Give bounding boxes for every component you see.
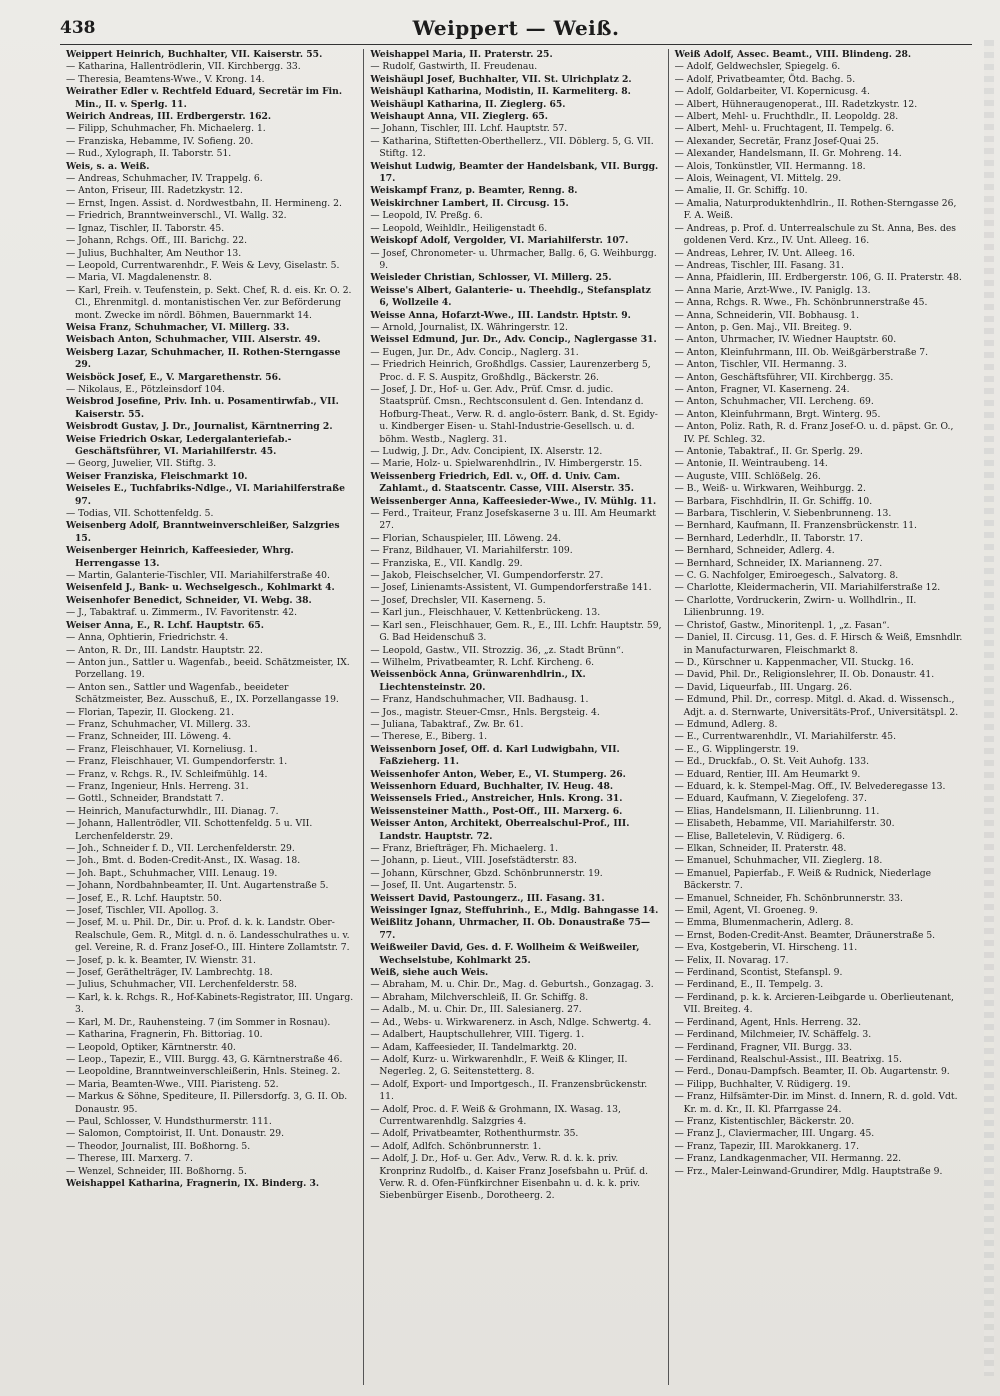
directory-entry: — Georg, Juwelier, VII. Stiftg. 3. (66, 458, 217, 470)
directory-entry: Weisenberger Heinrich, Kaffeesieder, Whrg. Herrengasse 13. (66, 545, 294, 569)
directory-entry: Weiskampf Franz, p. Beamter, Renng. 8. (370, 185, 578, 197)
directory-entry: — Bernhard, Kaufmann, II. Franzensbrückenstr. 11. (674, 520, 917, 532)
directory-entry: — Josef, Chronometer- u. Uhrmacher, Ballg. 6, G. Weihburgg. 9. (370, 247, 657, 271)
directory-entry: — Daniel, II. Circusg. 11, Ges. d. F. Hirsch & Weiß, Emsnhdlr. in Manufacturwaren, Fleischmarkt 8. (674, 632, 963, 656)
directory-entry: — Johann, Tischler, III. Lchf. Hauptstr. 57. (370, 123, 568, 135)
column-1 (60, 49, 363, 1385)
directory-entry: — Josef, Linienamts-Assistent, VI. Gumpendorferstraße 141. (370, 582, 652, 594)
directory-entry: — Anton, Schuhmacher, VII. Lercheng. 69. (674, 396, 874, 408)
directory-entry: — Karl, Freih. v. Teufenstein, p. Sekt. Chef, R. d. eis. Kr. O. 2. Cl., Ehrenmitgl. d. montanistischen Ver. zur Beförderung mont. Zwecke im nördl. Böhmen, Bauernmarkt 14. (66, 284, 352, 321)
directory-entry: Weiser Franziska, Fleischmarkt 10. (66, 470, 248, 482)
directory-entry: — Amalia, Naturproduktenhdlrin., II. Rothen-Sterngasse 26, F. A. Weiß. (674, 197, 957, 222)
directory-entry: — Adolf, Adlfch. Schönbrunnerstr. 1. (370, 1140, 542, 1152)
directory-entry: — Alexander, Secretär, Franz Josef-Quai 25. (674, 135, 879, 147)
directory-entry: — Edmund, Phil. Dr., corresp. Mitgl. d. Akad. d. Wissensch., Adjt. a. d. Sternwarte, Universitäts-Prof., Universitätspl. 2. (674, 694, 959, 718)
directory-entry: — Rud., Xylograph, II. Taborstr. 51. (66, 148, 232, 160)
page-header (60, 14, 972, 45)
directory-entry: Weisbrodt Gustav, J. Dr., Journalist, Kärntnerring 2. (66, 421, 333, 433)
directory-entry: — Adolf, Goldarbeiter, VI. Kopernicusg. 4. (674, 86, 870, 98)
directory-entry: — David, Liqueurfab., III. Ungarg. 26. (674, 681, 853, 693)
directory-entry: — Therese, E., Biberg. 1. (370, 731, 488, 743)
directory-entry: Weishappel Katharina, Fragnerin, IX. Binderg. 3. (66, 1177, 320, 1189)
directory-entry: — Josef, Drechsler, VII. Kaserneng. 5. (370, 594, 546, 606)
directory-entry: — Adolf, J. Dr., Hof- u. Ger. Adv., Verw. R. d. k. k. priv. Kronprinz Rudolfb., d. Kaiser Franz Josefsbahn u. Prüf. d. Verw. R. d. Ofen-Fünfkirchner Eisenbahn u. d. k. k. priv. Siebenbürger Eisenb., Dorotheerg. 2. (370, 1153, 649, 1202)
directory-entry: — Ferdinand, Scontist, Stefanspl. 9. (674, 967, 843, 979)
directory-entry: Weishappel Maria, II. Praterstr. 25. (370, 49, 553, 60)
directory-entry: — E., G. Wipplingerstr. 19. (674, 743, 799, 755)
directory-entry: — Joh., Schneider f. D., VII. Lerchenfelderstr. 29. (66, 843, 295, 854)
directory-entry: — Karl jun., Fleischhauer, V. Kettenbrückeng. 13. (370, 607, 601, 619)
directory-entry: — Anton jun., Sattler u. Wagenfab., beeid. Schätzmeister, IX. Porzellang. 19. (66, 656, 350, 681)
directory-entry: Weissensteiner Matth., Post-Off., III. Marxerg. 6. (370, 805, 623, 817)
directory-entry: — Alexander, Handelsmann, II. Gr. Mohreng. 14. (674, 148, 902, 160)
directory-entry: — Albert, Hühneraugenoperat., III. Radetzkystr. 12. (674, 98, 918, 110)
directory-entry: Weissenborn Josef, Off. d. Karl Ludwigbahn, VII. Faßzieherg. 11. (370, 743, 620, 768)
directory-entry: Weisenfeld J., Bank- u. Wechselgesch., Kohlmarkt 4. (66, 582, 335, 594)
directory-entry: Weirich Andreas, III. Erdbergerstr. 162. (66, 111, 272, 123)
directory-entry: Weissensels Fried., Anstreicher, Hnls. Krong. 31. (370, 793, 623, 805)
directory-entry: Weisenhofer Benedict, Schneider, VI. Webg. 38. (66, 594, 312, 606)
directory-entry: — Abraham, Milchverschleiß, II. Gr. Schiffg. 8. (370, 991, 589, 1003)
directory-entry: — Anna, Rchgs. R. Wwe., Fh. Schönbrunnerstraße 45. (674, 297, 928, 309)
directory-entry: — Bernhard, Lederhdlr., II. Taborstr. 17. (674, 532, 863, 544)
directory-entry: — Salomon, Comptoirist, II. Unt. Donaustr. 29. (66, 1128, 284, 1140)
directory-entry: — Wenzel, Schneider, III. Boßhorng. 5. (66, 1165, 247, 1177)
directory-entry: Weishaupt Anna, VII. Zieglerg. 65. (370, 111, 548, 123)
directory-entry: — Josef, J. Dr., Hof- u. Ger. Adv., Prüf. Cmsr. d. judic. Staatsprüf. Cmsn., Rechtsconsulent d. Gen. Intendanz d. Hofburg-Theat., Verw. R. d. anglo-österr. Bank, d. St. Egidy- u. Kindberger Eisen- u. Stahl-Industrie-Gesellsch. u. d. böhm. Westb., Naglerg. 31. (370, 383, 658, 445)
directory-entry: — Eduard, Rentier, III. Am Heumarkt 9. (674, 768, 861, 780)
directory-entry: — Anton, Poliz. Rath, R. d. Franz Josef-O. u. d. päpst. Gr. O., IV. Pf. Schleg. 32. (674, 421, 954, 445)
directory-entry: — Leopold, Optiker, Kärntnerstr. 40. (66, 1041, 236, 1053)
directory-entry: — Franz, Kistentischler, Bäckerstr. 20. (674, 1115, 855, 1127)
directory-entry: — Julius, Buchhalter, Am Neuthor 13. (66, 247, 242, 259)
directory-entry: — Paul, Schlosser, V. Hundsthurmerstr. 111. (66, 1115, 272, 1127)
directory-entry: Weisbrod Josefine, Priv. Inh. u. Posamentirwfab., VII. Kaiserstr. 55. (66, 396, 339, 420)
directory-entry: — Therese, III. Marxerg. 7. (66, 1153, 193, 1165)
directory-entry: — Adolf, Proc. d. F. Weiß & Grohmann, IX. Wasag. 13, Currentwarenhdlg. Salzgries 4. (370, 1103, 621, 1127)
directory-entry: — Martin, Galanterie-Tischler, VII. Mariahilferstraße 40. (66, 570, 330, 582)
page-number: 438 (60, 18, 96, 38)
directory-entry: — Emanuel, Papierfab., F. Weiß & Rudnick, Niederlage Bäckerstr. 7. (674, 867, 932, 892)
directory-entry: — Friedrich Heinrich, Großhdlgs. Cassier, Laurenzerberg 5, Proc. d. F. S. Auspitz, Großhdlg., Bäckerstr. 26. (370, 359, 651, 383)
directory-entry: — Ignaz, Tischler, II. Taborstr. 45. (66, 222, 225, 234)
directory-entry: — Filipp, Schuhmacher, Fh. Michaelerg. 1. (66, 123, 266, 135)
directory-entry: Weiseles E., Tuchfabriks-Ndlge., VI. Mariahilferstraße 97. (66, 483, 345, 507)
directory-entry: Weissenböck Anna, Grünwarenhdlrin., IX. Liechtensteinstr. 20. (370, 669, 586, 693)
directory-entry: — Adam, Kaffeesieder, II. Tandelmarktg. 20. (370, 1041, 577, 1053)
directory-entry: Weise Friedrich Oskar, Ledergalanteriefab.-Geschäftsführer, VI. Mariahilferstr. 45. (66, 433, 292, 457)
directory-entry: Weiß Adolf, Assec. Beamt., VIII. Blindeng. 28. (674, 49, 912, 60)
directory-entry: Weisböck Josef, E., V. Margarethenstr. 56. (66, 371, 282, 383)
directory-entry: — Maria, VI. Magdalenenstr. 8. (66, 272, 212, 284)
directory-entry: — Josef, E., R. Lchf. Hauptstr. 50. (66, 892, 222, 904)
directory-entry: — Anton sen., Sattler und Wagenfab., beeideter Schätzmeister, Bez. Ausschuß, E., IX. Porzellangasse 19. (66, 681, 339, 706)
directory-entry: — Johann, Rchgs. Off., III. Barichg. 22. (66, 235, 247, 247)
directory-entry: — Franz, Fleischhauer, VI. Gumpendorferstr. 1. (66, 756, 288, 768)
directory-entry: — Anton, Geschäftsführer, VII. Kirchbergg. 35. (674, 371, 894, 383)
directory-entry: Weishut Ludwig, Beamter der Handelsbank, VII. Burgg. 17. (370, 160, 659, 185)
directory-entry: — Anton, Fragner, VI. Kaserneng. 24. (674, 383, 850, 395)
directory-entry: — Franz, Schuhmacher, VI. Millerg. 33. (66, 718, 251, 730)
directory-entry: — Alois, Weinagent, VI. Mittelg. 29. (674, 173, 842, 185)
directory-entry: — Karl, M. Dr., Rauhensteing. 7 (im Sommer in Rosnau). (66, 1016, 331, 1028)
directory-entry: — Leopold, Currentwarenhdr., F. Weis & Levy, Giselastr. 5. (66, 259, 340, 271)
directory-entry: — B., Weiß- u. Wirkwaren, Weihburgg. 2. (674, 483, 866, 495)
directory-entry: — Franz, v. Rchgs. R., IV. Schleifmühlg. 14. (66, 768, 268, 780)
directory-entry: Weisleder Christian, Schlosser, VI. Millerg. 25. (370, 272, 612, 284)
directory-entry: — Maria, Beamten-Wwe., VIII. Piaristeng. 52. (66, 1078, 279, 1090)
directory-entry: — Charlotte, Vordruckerin, Zwirn- u. Wollhdlrin., II. Lilienbrunng. 19. (674, 594, 917, 619)
directory-entry: — Alois, Tonkünstler, VII. Hermanng. 18. (674, 160, 866, 172)
directory-entry: Weisse's Albert, Galanterie- u. Theehdlg., Stefansplatz 6, Wollzeile 4. (370, 284, 651, 309)
column-2 (363, 49, 667, 1385)
directory-entry: — Elkan, Schneider, II. Praterstr. 48. (674, 843, 847, 854)
directory-entry: — Anton, Kleinfuhrmann, Brgt. Winterg. 95. (674, 408, 881, 420)
directory-entry: — Albert, Mehl- u. Fruchtagent, II. Tempelg. 6. (674, 123, 895, 135)
directory-entry: — Charlotte, Kleidermacherin, VII. Mariahilferstraße 12. (674, 582, 941, 594)
column-3 (668, 49, 972, 1385)
directory-entry: — Theodor, Journalist, III. Boßhorng. 5. (66, 1140, 251, 1152)
directory-entry: — Bernhard, Schneider, Adlerg. 4. (674, 545, 835, 557)
directory-entry: — Elise, Balletelevin, V. Rüdigerg. 6. (674, 830, 845, 842)
directory-entry: — Florian, Schauspieler, III. Löweng. 24. (370, 532, 562, 544)
directory-entry: — Ferdinand, Realschul-Assist., III. Beatrixg. 15. (674, 1053, 902, 1065)
directory-entry: — Karl, k. k. Rchgs. R., Hof-Kabinets-Registrator, III. Ungarg. 3. (66, 991, 354, 1016)
directory-entry: — Leopold, Weihldlr., Heiligenstadt 6. (370, 222, 548, 234)
directory-entry: — Ernst, Boden-Credit-Anst. Beamter, Dräunerstraße 5. (674, 929, 936, 941)
directory-entry: — Florian, Tapezir, II. Glockeng. 21. (66, 706, 235, 718)
directory-entry: Weishäupl Katharina, II. Zieglerg. 65. (370, 98, 566, 110)
directory-entry: — Andreas, Lehrer, IV. Unt. Alleeg. 16. (674, 247, 855, 259)
directory-entry: — Emanuel, Schuhmacher, VII. Zieglerg. 18. (674, 855, 883, 867)
directory-entry: — Nikolaus, E., Pötzleinsdorf 104. (66, 383, 225, 395)
directory-entry: — Joh., Bmt. d. Boden-Credit-Anst., IX. Wasag. 18. (66, 855, 301, 867)
directory-entry: — Anton, R. Dr., III. Landstr. Hauptstr. 22. (66, 644, 263, 656)
directory-columns (60, 49, 972, 1385)
directory-entry: — Andreas, Schuhmacher, IV. Trappelg. 6. (66, 173, 263, 185)
directory-entry: — Katharina, Stiftetten-Oberthellerz., VII. Döblerg. 5, G. VII. Stiftg. 12. (370, 135, 654, 160)
directory-entry: — Ernst, Ingen. Assist. d. Nordwestbahn, II. Hermineng. 2. (66, 197, 342, 209)
directory-entry: — Franz, Ingenieur, Hnls. Herreng. 31. (66, 780, 249, 792)
directory-entry: — Adolf, Kurz- u. Wirkwarenhdlr., F. Weiß & Klinger, II. Negerleg. 2, G. Seitenstetterg. 8. (370, 1053, 628, 1078)
directory-entry: Weishäupl Josef, Buchhalter, VII. St. Ulrichplatz 2. (370, 73, 632, 85)
directory-entry: — D., Kürschner u. Kappenmacher, VII. Stuckg. 16. (674, 656, 914, 668)
directory-entry: — Marie, Holz- u. Spielwarenhdlrin., IV. Himbergerstr. 15. (370, 458, 643, 470)
directory-entry: Weissel Edmund, Jur. Dr., Adv. Concip., Naglergasse 31. (370, 334, 657, 346)
directory-entry: — C. G. Nachfolger, Emiroegesch., Salvatorg. 8. (674, 570, 899, 582)
directory-entry: — Leop., Tapezir, E., VIII. Burgg. 43, G. Kärntnerstraße 46. (66, 1053, 343, 1065)
directory-entry: — Leopold, IV. Preßg. 6. (370, 210, 483, 222)
directory-entry: Weiskopf Adolf, Vergolder, VI. Mariahilferstr. 107. (370, 235, 629, 247)
directory-entry: — Andreas, Tischler, III. Fasang. 31. (674, 259, 844, 271)
directory-entry: — Joh. Bapt., Schuhmacher, VIII. Lenaug. 19. (66, 867, 278, 879)
directory-entry: — Antonie, II. Weintraubeng. 14. (674, 458, 828, 470)
directory-entry: Weisser Anton, Architekt, Oberrealschul-Prof., III. Landstr. Hauptstr. 72. (370, 818, 630, 842)
directory-entry: Weiß, siehe auch Weis. (370, 967, 489, 979)
directory-entry: — Eugen, Jur. Dr., Adv. Concip., Naglerg. 31. (370, 346, 579, 358)
directory-entry: — Franz, Schneider, III. Löweng. 4. (66, 731, 232, 743)
directory-entry: — Adalb., M. u. Chir. Dr., III. Salesianerg. 27. (370, 1004, 582, 1016)
directory-entry: — Anton, Uhrmacher, IV. Wiedner Hauptstr. 60. (674, 334, 897, 346)
directory-entry: — Ad., Webs- u. Wirkwarenerz. in Asch, Ndlge. Schwertg. 4. (370, 1016, 652, 1028)
directory-entry: Weisenberg Adolf, Branntweinverschleißer, Salzgries 15. (66, 520, 340, 544)
directory-entry: Weissenberger Anna, Kaffeesieder-Wwe., IV. Mühlg. 11. (370, 495, 657, 507)
directory-entry: Weißweiler David, Ges. d. F. Wollheim & Weißweiler, Wechselstube, Kohlmarkt 25. (370, 942, 640, 966)
directory-entry: — Emanuel, Schneider, Fh. Schönbrunnerstr. 33. (674, 892, 903, 904)
directory-entry: — Ludwig, J. Dr., Adv. Concipient, IX. Alserstr. 12. (370, 446, 603, 457)
directory-entry: — Adolf, Privatbeamter, Ötd. Bachg. 5. (674, 73, 856, 85)
directory-entry: — Eduard, k. k. Stempel-Mag. Off., IV. Belvederegasse 13. (674, 780, 946, 792)
directory-entry: — Franziska, Hebamme, IV. Sofieng. 20. (66, 135, 254, 147)
directory-entry: — Josef, Tischler, VII. Apollog. 3. (66, 905, 219, 917)
directory-entry: Weissenhofer Anton, Weber, E., VI. Stumperg. 26. (370, 768, 626, 780)
directory-entry: — Anton, p. Gen. Maj., VII. Breiteg. 9. (674, 321, 852, 333)
directory-entry: — Theresia, Beamtens-Wwe., V. Krong. 14. (66, 73, 265, 85)
directory-entry: — Franz, Handschuhmacher, VII. Badhausg. 1. (370, 694, 589, 706)
directory-entry: — Josef, II. Unt. Augartenstr. 5. (370, 880, 517, 892)
directory-entry: — Frz., Maler-Leinwand-Grundirer, Mdlg. Hauptstraße 9. (674, 1165, 943, 1177)
directory-entry: Weis, s. a. Weiß. (66, 160, 150, 172)
directory-entry: Weissenhorn Eduard, Buchhalter, IV. Heug. 48. (370, 780, 614, 792)
directory-entry: Weisa Franz, Schuhmacher, VI. Millerg. 33. (66, 321, 290, 333)
directory-entry: — Adolf, Privatbeamter, Rothenthurmstr. 35. (370, 1128, 579, 1140)
directory-entry: — Bernhard, Schneider, IX. Marianneng. 27. (674, 557, 883, 569)
page-edge-shadow (984, 40, 994, 1376)
directory-entry: — David, Phil. Dr., Religionslehrer, II. Ob. Donaustr. 41. (674, 669, 935, 681)
directory-entry: Weißlitz Johann, Uhrmacher, II. Ob. Donaustraße 75—77. (370, 917, 651, 941)
directory-entry: — Christof, Gastw., Minoritenpl. 1, „z. Fasan“. (674, 619, 890, 631)
directory-entry: — Karl sen., Fleischhauer, Gem. R., E., III. Lchfr. Hauptstr. 59, G. Bad Heidenschuß 3. (370, 619, 662, 644)
directory-entry: — Katharina, Hallentrödlerin, VII. Kirchbergg. 33. (66, 61, 301, 73)
directory-entry: — Josef, p. k. k. Beamter, IV. Wienstr. 31. (66, 954, 256, 966)
directory-entry: Weishäupl Katharina, Modistin, II. Karmeliterg. 8. (370, 86, 631, 98)
directory-entry: — Jos., magistr. Steuer-Cmsr., Hnls. Bergsteig. 4. (370, 706, 600, 718)
directory-entry: — Jakob, Fleischselcher, VI. Gumpendorferstr. 27. (370, 570, 604, 582)
directory-entry: — Ferd., Traiteur, Franz Josefskaserne 3 u. III. Am Heumarkt 27. (370, 508, 656, 532)
directory-entry: — Anton, Friseur, III. Radetzkystr. 12. (66, 185, 243, 197)
directory-entry: — Franz, Landkagenmacher, VII. Hermanng. 22. (674, 1153, 902, 1165)
directory-entry: — Heinrich, Manufacturwhdlr., III. Dianag. 7. (66, 805, 279, 817)
directory-entry: — J., Tabaktraf. u. Zimmerm., IV. Favoritenstr. 42. (66, 607, 297, 619)
directory-entry: — Anton, Kleinfuhrmann, III. Ob. Weißgärberstraße 7. (674, 346, 929, 358)
directory-entry: — Elisabeth, Hebamme, VII. Mariahilferstr. 30. (674, 818, 895, 830)
directory-entry: Weirather Edler v. Rechtfeld Eduard, Secretär im Fin. Min., II. v. Sperlg. 11. (66, 86, 343, 110)
directory-entry: — Franz, Tapezir, III. Marokkanerg. 17. (674, 1140, 860, 1152)
directory-entry: — Auguste, VIII. Schlößelg. 26. (674, 470, 821, 482)
directory-entry: — Antonie, Tabaktraf., II. Gr. Sperlg. 29. (674, 446, 863, 457)
directory-entry: — Franziska, E., VII. Kandlg. 29. (370, 557, 523, 569)
directory-entry: — Franz J., Claviermacher, III. Ungarg. 45. (674, 1128, 875, 1140)
directory-entry: Weisberg Lazar, Schuhmacher, II. Rothen-Sterngasse 29. (66, 346, 341, 371)
running-title: Weippert — Weiß. (412, 16, 620, 40)
directory-entry: — Barbara, Fischhdlrin, II. Gr. Schiffg. 10. (674, 495, 873, 507)
directory-entry: — Adalbert, Hauptschullehrer, VIII. Tigerg. 1. (370, 1029, 585, 1041)
directory-entry: Weissinger Ignaz, Steffuhrinh., E., Mdlg. Bahngasse 14. (370, 905, 659, 917)
directory-entry: — Anna, Pfaidlerin, III. Erdbergerstr. 106, G. II. Praterstr. 48. (674, 272, 962, 284)
directory-entry: — Abraham, M. u. Chir. Dr., Mag. d. Geburtsh., Gonzagag. 3. (370, 979, 654, 991)
directory-entry: — Franz, Fleischhauer, VI. Korneliusg. 1. (66, 743, 258, 755)
directory-entry: Weisbach Anton, Schuhmacher, VIII. Alserstr. 49. (66, 334, 321, 346)
directory-entry: — Johann, p. Lieut., VIII. Josefstädterstr. 83. (370, 855, 577, 867)
directory-entry: — Johann, Hallentrödler, VII. Schottenfeldg. 5 u. VII. Lerchenfelderstr. 29. (66, 818, 313, 842)
directory-entry: Weiskirchner Lambert, II. Circusg. 15. (370, 197, 569, 209)
directory-entry: — Franz, Hilfsämter-Dir. im Minst. d. Innern, R. d. gold. Vdt. Kr. m. d. Kr., II. Kl. Pfarrgasse 24. (674, 1091, 958, 1115)
directory-entry: — Franz, Briefträger, Fh. Michaelerg. 1. (370, 843, 559, 854)
directory-entry: — Josef, Geräthelträger, IV. Lambrechtg. 18. (66, 967, 273, 979)
directory-entry: — Anna Marie, Arzt-Wwe., IV. Paniglg. 13. (674, 284, 871, 296)
directory-entry: — Andreas, p. Prof. d. Unterrealschule zu St. Anna, Bes. des goldenen Verd. Krz., IV. Unt. Alleeg. 16. (674, 222, 957, 247)
directory-entry: — Leopold, Gastw., VII. Strozzig. 36, „z. Stadt Brünn“. (370, 644, 624, 656)
directory-entry: — Adolf, Export- und Importgesch., II. Franzensbrückenstr. 11. (370, 1078, 648, 1103)
directory-entry: — Markus & Söhne, Spediteure, II. Pillersdorfg. 3, G. II. Ob. Donaustr. 95. (66, 1091, 348, 1115)
directory-entry: — Leopoldine, Branntweinverschleißerin, Hnls. Steineg. 2. (66, 1066, 341, 1078)
directory-entry: — Elias, Handelsmann, II. Lilienbrunng. 11. (674, 805, 880, 817)
directory-entry: — Emil, Agent, VI. Groeneg. 9. (674, 905, 818, 917)
directory-entry: — Josef, M. u. Phil. Dr., Dir. u. Prof. d. k. k. Landstr. Ober-Realschule, Gem. R., Mitgl. d. n. ö. Landesschulrathes u. v. gel. Vereine, R. d. Franz Josef-O., III. Hintere Zollamtstr. 7. (66, 917, 350, 954)
directory-entry: Weisse Anna, Hofarzt-Wwe., III. Landstr. Hptstr. 9. (370, 309, 631, 321)
directory-entry: — Ferdinand, p. k. k. Arcieren-Leibgarde u. Oberlieutenant, VII. Breiteg. 4. (674, 991, 954, 1016)
directory-entry: — Katharina, Fragnerin, Fh. Bittoriag. 10. (66, 1029, 263, 1041)
directory-entry: — E., Currentwarenhdlr., VI. Mariahilferstr. 45. (674, 731, 897, 743)
directory-entry: — Friedrich, Branntweinverschl., VI. Wallg. 32. (66, 210, 287, 222)
directory-entry: — Anna, Ophtierin, Friedrichstr. 4. (66, 632, 229, 644)
directory-entry: — Barbara, Tischlerin, V. Siebenbrunneng. 13. (674, 508, 892, 520)
directory-entry: — Todias, VII. Schottenfeldg. 5. (66, 508, 214, 520)
directory-entry: — Johann, Nordbahnbeamter, II. Unt. Augartenstraße 5. (66, 880, 329, 892)
directory-entry: Weissert David, Pastoungerz., III. Fasang. 31. (370, 892, 605, 904)
directory-entry: — Wilhelm, Privatbeamter, R. Lchf. Kircheng. 6. (370, 656, 595, 668)
directory-entry: — Eduard, Kaufmann, V. Ziegelofeng. 37. (674, 793, 867, 805)
directory-entry: — Ferdinand, Fragner, VII. Burgg. 33. (674, 1041, 853, 1053)
directory-entry: Weiser Anna, E., R. Lchf. Hauptstr. 65. (66, 619, 264, 631)
directory-entry: Weippert Heinrich, Buchhalter, VII. Kaiserstr. 55. (66, 49, 323, 60)
directory-entry: — Anna, Schneiderin, VII. Bobhausg. 1. (674, 309, 860, 321)
directory-entry: — Ferd., Donau-Dampfsch. Beamter, II. Ob. Augartenstr. 9. (674, 1066, 950, 1078)
directory-entry: — Eva, Kostgeberin, VI. Hirscheng. 11. (674, 942, 858, 954)
directory-entry: — Albert, Mehl- u. Fruchthdlr., II. Leopoldg. 28. (674, 111, 899, 123)
directory-entry: — Felix, II. Novarag. 17. (674, 954, 789, 966)
directory-entry: — Arnold, Journalist, IX. Währingerstr. 12. (370, 321, 568, 333)
directory-entry: — Ferdinand, E., II. Tempelg. 3. (674, 979, 824, 991)
directory-entry: — Franz, Bildhauer, VI. Mariahilferstr. 109. (370, 545, 573, 557)
directory-entry: — Rudolf, Gastwirth, II. Freudenau. (370, 61, 538, 73)
directory-entry: — Anton, Tischler, VII. Hermanng. 3. (674, 359, 847, 371)
directory-entry: — Ferdinand, Milchmeier, IV. Schäffelg. 3. (674, 1029, 872, 1041)
directory-entry: — Juliana, Tabaktraf., Zw. Br. 61. (370, 718, 524, 730)
directory-entry: — Johann, Kürschner, Gbzd. Schönbrunnerstr. 19. (370, 867, 603, 879)
directory-entry: — Edmund, Adlerg. 8. (674, 718, 778, 730)
directory-entry: — Gottl., Schneider, Brandstatt 7. (66, 793, 224, 805)
directory-entry: — Emma, Blumenmacherin, Adlerg. 8. (674, 917, 854, 929)
directory-entry: — Julius, Schuhmacher, VII. Lerchenfelderstr. 58. (66, 979, 297, 991)
directory-entry: — Ed., Druckfab., O. St. Veit Auhofg. 133. (674, 756, 870, 768)
directory-entry: — Ferdinand, Agent, Hnls. Herreng. 32. (674, 1016, 862, 1028)
directory-entry: Weissenberg Friedrich, Edl. v., Off. d. Univ. Cam. Zahlamt., d. Staatscentr. Casse, VIII. Alserstr. 35. (370, 470, 634, 495)
directory-entry: — Adolf, Geldwechsler, Spiegelg. 6. (674, 61, 841, 73)
directory-entry: — Amalie, II. Gr. Schiffg. 10. (674, 185, 808, 197)
directory-entry: — Filipp, Buchhalter, V. Rüdigerg. 19. (674, 1078, 851, 1090)
